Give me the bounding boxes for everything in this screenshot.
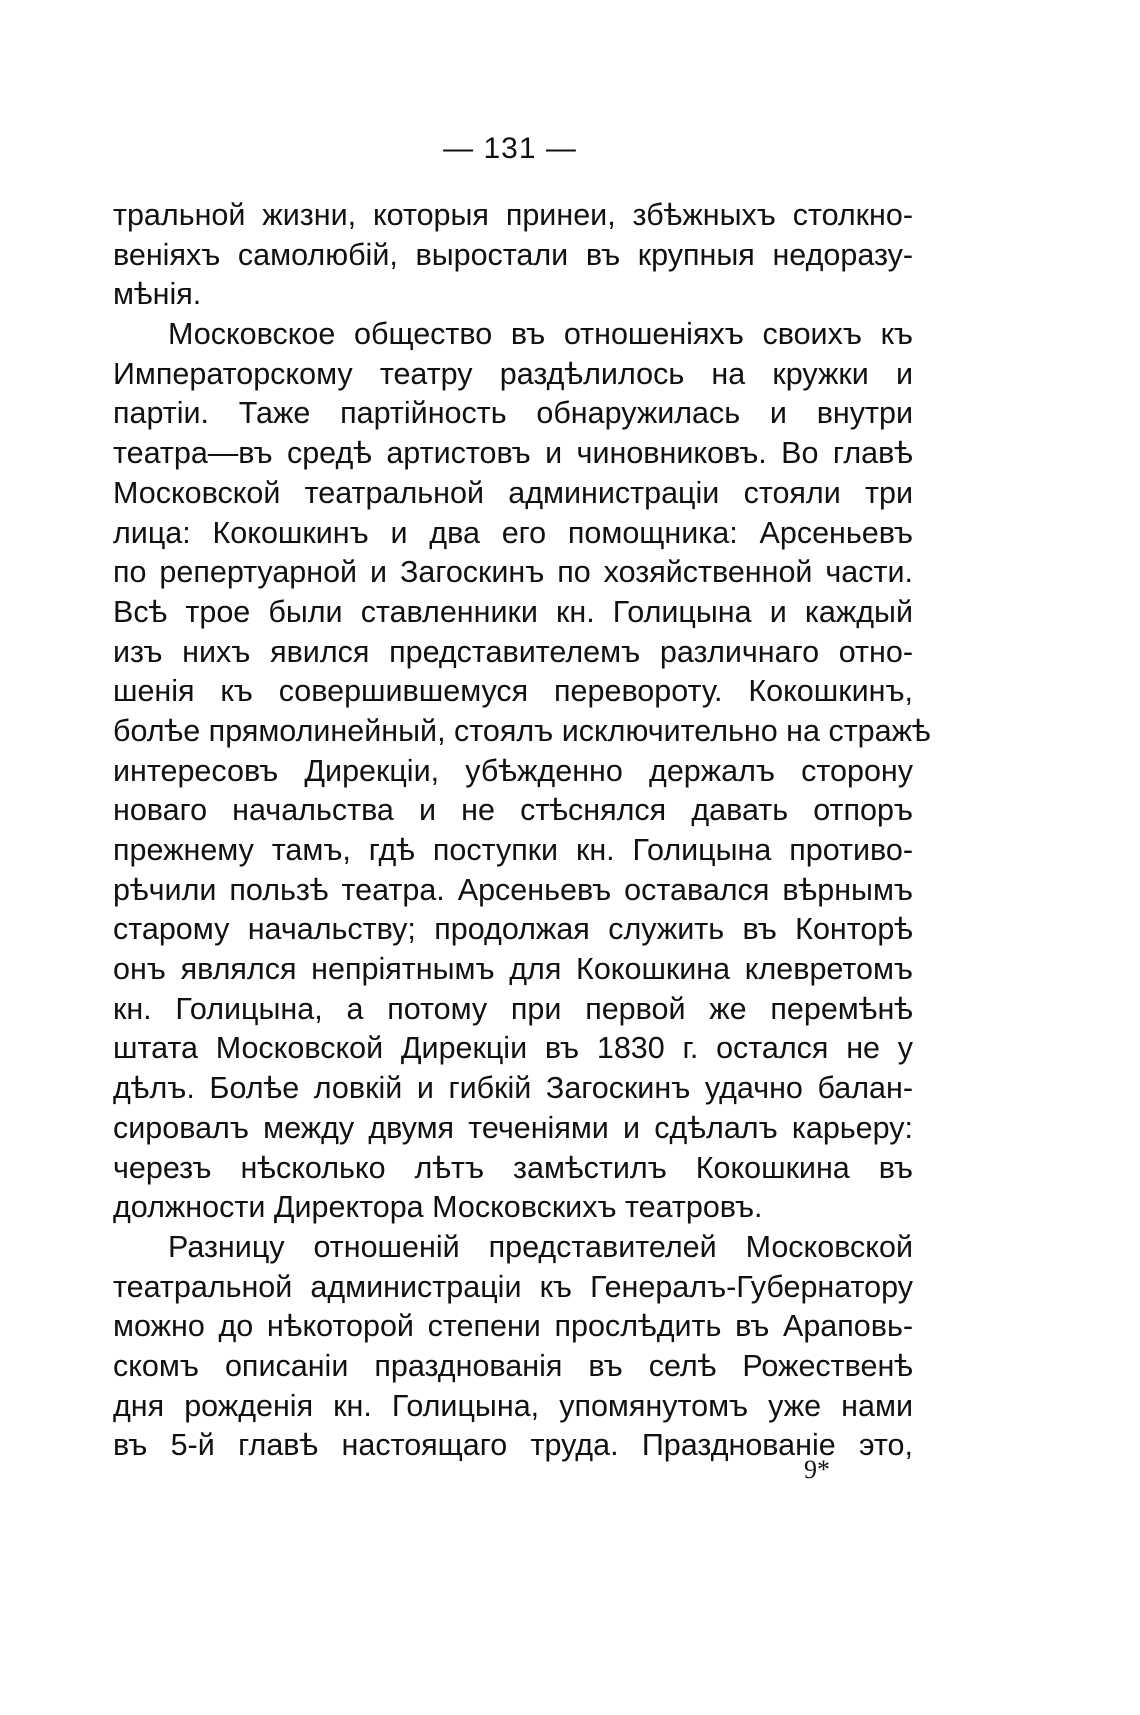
text-line: тральной жизни, которыя принеи, збѣжныхъ столкно- xyxy=(113,198,913,232)
text-line: въ 5-й главѣ настоящаго труда. Празднованіе это, xyxy=(113,1428,913,1463)
text-line: театральной администраціи къ Генералъ-Губернатору xyxy=(113,1269,913,1304)
page-number-header: — 131 — xyxy=(443,132,577,165)
text-line: лица: Кокошкинъ и два его помощника: Арсеньевъ xyxy=(113,515,913,550)
text-line: скомъ описаніи празднованія въ селѣ Рожественѣ xyxy=(113,1348,913,1383)
text-line: веніяхъ самолюбій, выростали въ крупныя недоразу- xyxy=(113,237,913,272)
text-line: кн. Голицына, а потому при первой же перемѣнѣ xyxy=(113,991,913,1026)
text-line: новаго начальства и не стѣснялся давать отпоръ xyxy=(113,793,913,828)
paragraph-first-line: Московское общество въ отношеніяхъ своихъ къ xyxy=(168,317,913,352)
text-line: черезъ нѣсколько лѣтъ замѣстилъ Кокошкина въ xyxy=(113,1150,913,1185)
text-line: прежнему тамъ, гдѣ поступки кн. Голицына противо- xyxy=(113,833,913,867)
text-line: Императорскому театру раздѣлилось на кружки и xyxy=(113,356,913,391)
text-line: театра—въ средѣ артистовъ и чиновниковъ. Во главѣ xyxy=(113,436,913,471)
text-line: шенія къ совершившемуся перевороту. Кокошкинъ, xyxy=(113,674,913,709)
text-line: болѣе прямолинейный, стоялъ исключительно на стражѣ xyxy=(113,713,931,748)
text-line: Московской театральной администраціи стояли три xyxy=(113,475,913,510)
text-line: онъ являлся непріятнымъ для Кокошкина клевретомъ xyxy=(113,952,913,987)
signature-mark: 9* xyxy=(804,1455,830,1484)
text-line: сировалъ между двумя теченіями и сдѣлалъ карьеру: xyxy=(113,1110,913,1145)
body-text xyxy=(113,196,931,1466)
text-line: можно до нѣкоторой степени прослѣдить въ Араповь- xyxy=(113,1309,913,1344)
text-line: должности Директора Московскихъ театровъ. xyxy=(113,1190,763,1225)
text-line: мѣнія. xyxy=(113,277,202,312)
text-line: дѣлъ. Болѣе ловкій и гибкій Загоскинъ удачно балан- xyxy=(113,1071,913,1106)
text-line: изъ нихъ явился представителемъ различнаго отно- xyxy=(113,634,913,669)
text-line: интересовъ Дирекціи, убѣжденно держалъ сторону xyxy=(113,753,913,788)
text-line: партіи. Таже партійность обнаружилась и внутри xyxy=(113,396,913,431)
text-line: штата Московской Дирекціи въ 1830 г. остался не у xyxy=(113,1031,913,1066)
text-line: дня рожденія кн. Голицына, упомянутомъ уже нами xyxy=(113,1388,913,1423)
text-line: старому начальству; продолжая служить въ Конторѣ xyxy=(113,912,913,947)
text-line: рѣчили пользѣ театра. Арсеньевъ оставался вѣрнымъ xyxy=(113,872,913,907)
paragraph-first-line: Разницу отношеній представителей Московской xyxy=(168,1229,913,1264)
text-line: Всѣ трое были ставленники кн. Голицына и каждый xyxy=(113,594,913,629)
text-line: по репертуарной и Загоскинъ по хозяйственной части. xyxy=(113,555,913,590)
